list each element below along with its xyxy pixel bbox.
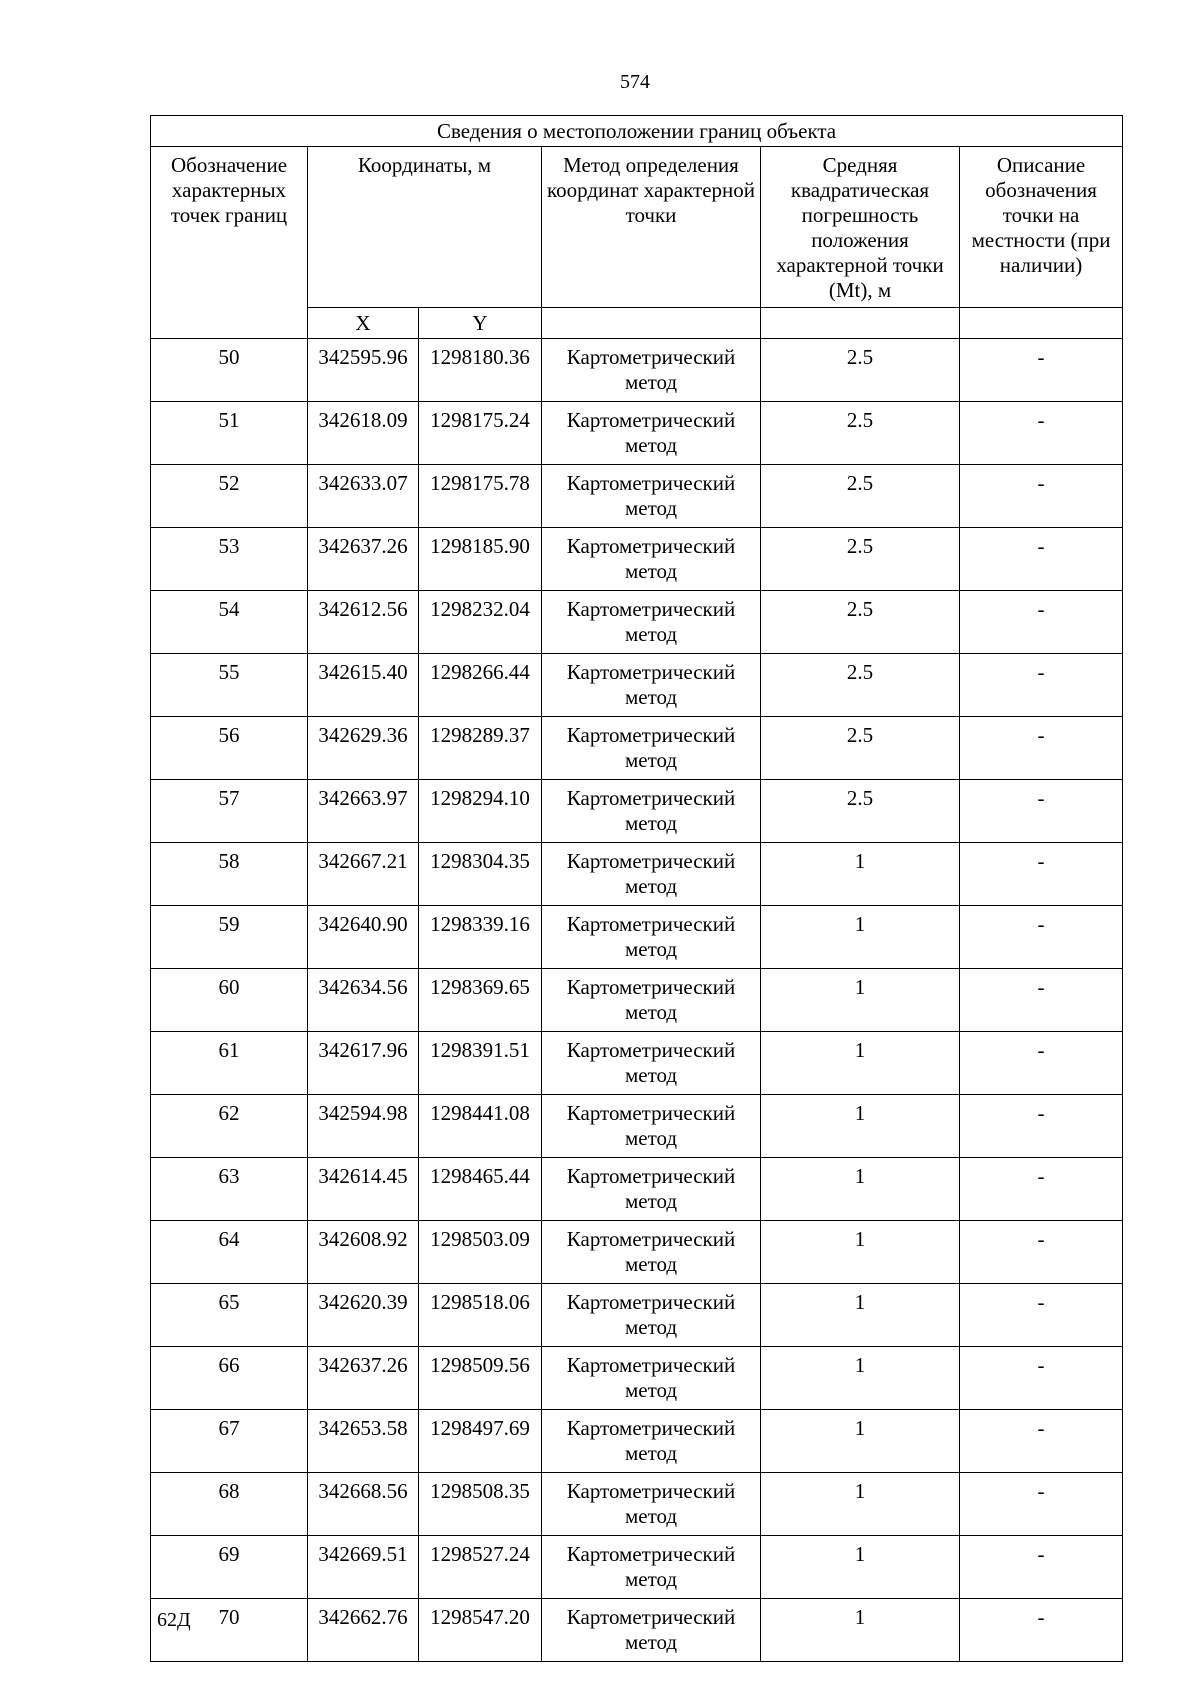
cell-y-text: 1298294.10 (430, 786, 530, 810)
cell-x-text: 342617.96 (318, 1038, 408, 1062)
cell-x (308, 1158, 419, 1221)
cell-point-text: 58 (218, 849, 240, 873)
cell-mt (761, 969, 960, 1032)
cell-mt (761, 1032, 960, 1095)
cell-point-text: 54 (218, 597, 240, 621)
cell-description-text: - (1037, 1227, 1045, 1251)
cell-method-text: Картометрический метод (566, 1479, 736, 1528)
cell-mt (761, 1221, 960, 1284)
cell-description (960, 1599, 1123, 1662)
cell-x (308, 1284, 419, 1347)
cell-x-text: 342663.97 (318, 786, 408, 810)
cell-description-text: - (1037, 1353, 1045, 1377)
cell-point-text: 56 (218, 723, 240, 747)
cell-y (419, 1032, 542, 1095)
cell-x-text: 342633.07 (318, 471, 408, 495)
cell-y (419, 1410, 542, 1473)
cell-x (308, 969, 419, 1032)
table-row (151, 969, 1123, 1032)
cell-method (542, 1347, 761, 1410)
cell-point-text: 57 (218, 786, 240, 810)
cell-mt-text: 1 (854, 1227, 866, 1251)
table-row (151, 1095, 1123, 1158)
cell-point-text: 65 (218, 1290, 240, 1314)
cell-point (151, 843, 308, 906)
cell-y-text: 1298185.90 (430, 534, 530, 558)
cell-mt-text: 1 (854, 1290, 866, 1314)
table-row (151, 780, 1123, 843)
cell-description-text: - (1037, 1038, 1045, 1062)
cell-description (960, 1158, 1123, 1221)
cell-point (151, 1284, 308, 1347)
cell-y (419, 402, 542, 465)
table-row (151, 654, 1123, 717)
cell-method-text: Картометрический метод (566, 408, 736, 457)
cell-description (960, 1221, 1123, 1284)
cell-x (308, 528, 419, 591)
cell-description (960, 465, 1123, 528)
table-row (151, 591, 1123, 654)
cell-method (542, 465, 761, 528)
cell-method (542, 843, 761, 906)
cell-description-text: - (1037, 1101, 1045, 1125)
cell-method-text: Картометрический метод (566, 1038, 736, 1087)
cell-x-text: 342615.40 (318, 660, 408, 684)
cell-x-text: 342629.36 (318, 723, 408, 747)
cell-y-text: 1298180.36 (430, 345, 530, 369)
cell-mt-text: 1 (854, 1479, 866, 1503)
cell-point-text: 64 (218, 1227, 240, 1251)
cell-description-text: - (1037, 408, 1045, 432)
cell-y (419, 339, 542, 402)
cell-y (419, 465, 542, 528)
cell-y (419, 1158, 542, 1221)
cell-mt (761, 780, 960, 843)
cell-y (419, 1473, 542, 1536)
cell-y (419, 780, 542, 843)
cell-description-text: - (1037, 975, 1045, 999)
cell-description-text: - (1037, 786, 1045, 810)
cell-method-text: Картометрический метод (566, 660, 736, 709)
cell-description (960, 402, 1123, 465)
cell-method (542, 1158, 761, 1221)
cell-mt (761, 528, 960, 591)
cell-description-text: - (1037, 849, 1045, 873)
cell-mt (761, 1158, 960, 1221)
table-caption: Сведения о местоположении границ объекта (151, 116, 1123, 147)
cell-mt (761, 906, 960, 969)
cell-method (542, 1221, 761, 1284)
cell-description (960, 654, 1123, 717)
cell-description (960, 843, 1123, 906)
cell-point (151, 906, 308, 969)
cell-mt-text: 1 (854, 1353, 866, 1377)
cell-description (960, 1095, 1123, 1158)
table-row (151, 906, 1123, 969)
cell-y (419, 528, 542, 591)
cell-point-text: 67 (218, 1416, 240, 1440)
cell-description (960, 780, 1123, 843)
cell-y (419, 1095, 542, 1158)
cell-description-text: - (1037, 597, 1045, 621)
cell-mt (761, 1536, 960, 1599)
cell-mt (761, 1473, 960, 1536)
cell-method-text: Картометрический метод (566, 1353, 736, 1402)
cell-y-text: 1298503.09 (430, 1227, 530, 1251)
cell-mt (761, 1347, 960, 1410)
cell-mt (761, 717, 960, 780)
header-method: Метод определения координат характерной точки (542, 147, 761, 308)
table-row (151, 402, 1123, 465)
cell-method (542, 1032, 761, 1095)
cell-method-text: Картометрический метод (566, 1290, 736, 1339)
cell-x-text: 342608.92 (318, 1227, 408, 1251)
cell-y (419, 591, 542, 654)
cell-description-text: - (1037, 723, 1045, 747)
table-row (151, 1032, 1123, 1095)
cell-point (151, 780, 308, 843)
cell-point-text: 62 (218, 1101, 240, 1125)
cell-point (151, 1473, 308, 1536)
cell-description (960, 1032, 1123, 1095)
cell-x (308, 339, 419, 402)
cell-method (542, 717, 761, 780)
cell-mt-text: 2.5 (846, 408, 874, 432)
cell-y (419, 1536, 542, 1599)
cell-method (542, 1536, 761, 1599)
cell-mt-text: 1 (854, 1542, 866, 1566)
cell-point (151, 654, 308, 717)
cell-x (308, 717, 419, 780)
cell-method-text: Картометрический метод (566, 723, 736, 772)
cell-point-text: 59 (218, 912, 240, 936)
cell-x (308, 1221, 419, 1284)
header-y: Y (419, 308, 542, 339)
cell-y-text: 1298508.35 (430, 1479, 530, 1503)
table-row (151, 1536, 1123, 1599)
table-row (151, 1221, 1123, 1284)
cell-x (308, 1410, 419, 1473)
cell-mt (761, 1284, 960, 1347)
table-row (151, 1599, 1123, 1662)
cell-x-text: 342594.98 (318, 1101, 408, 1125)
cell-method-text: Картометрический метод (566, 1227, 736, 1276)
cell-x-text: 342614.45 (318, 1164, 408, 1188)
cell-x-text: 342595.96 (318, 345, 408, 369)
cell-mt (761, 1095, 960, 1158)
boundary-coordinates-table (150, 115, 1123, 1662)
cell-mt-text: 1 (854, 1605, 866, 1629)
cell-description (960, 1284, 1123, 1347)
cell-x (308, 402, 419, 465)
cell-method (542, 528, 761, 591)
cell-y-text: 1298339.16 (430, 912, 530, 936)
cell-mt-text: 2.5 (846, 660, 874, 684)
cell-y (419, 717, 542, 780)
cell-x-text: 342669.51 (318, 1542, 408, 1566)
cell-method-text: Картометрический метод (566, 1542, 736, 1591)
header-coordinates: Координаты, м (308, 147, 542, 308)
cell-method (542, 339, 761, 402)
cell-description (960, 906, 1123, 969)
cell-point (151, 717, 308, 780)
cell-mt-text: 1 (854, 1101, 866, 1125)
cell-description-text: - (1037, 660, 1045, 684)
cell-description-text: - (1037, 534, 1045, 558)
cell-y (419, 654, 542, 717)
cell-mt (761, 654, 960, 717)
table-body (151, 339, 1123, 1662)
cell-mt-text: 1 (854, 1416, 866, 1440)
cell-description-text: - (1037, 1416, 1045, 1440)
table-row (151, 1158, 1123, 1221)
cell-description-text: - (1037, 471, 1045, 495)
cell-y-text: 1298391.51 (430, 1038, 530, 1062)
cell-method (542, 1410, 761, 1473)
cell-y (419, 906, 542, 969)
cell-point-text: 68 (218, 1479, 240, 1503)
header-method-blank (542, 308, 761, 339)
cell-y (419, 1221, 542, 1284)
cell-point (151, 465, 308, 528)
cell-method-text: Картометрический метод (566, 1101, 736, 1150)
cell-y-text: 1298232.04 (430, 597, 530, 621)
cell-y-text: 1298266.44 (430, 660, 530, 684)
table-row (151, 465, 1123, 528)
cell-description (960, 1347, 1123, 1410)
cell-x-text: 342667.21 (318, 849, 408, 873)
cell-point (151, 1032, 308, 1095)
cell-x-text: 342668.56 (318, 1479, 408, 1503)
header-description-blank (960, 308, 1123, 339)
table-row (151, 1410, 1123, 1473)
cell-method-text: Картометрический метод (566, 1164, 736, 1213)
cell-method-text: Картометрический метод (566, 912, 736, 961)
cell-x (308, 906, 419, 969)
cell-mt-text: 2.5 (846, 597, 874, 621)
cell-description-text: - (1037, 912, 1045, 936)
cell-method (542, 654, 761, 717)
cell-x-text: 342634.56 (318, 975, 408, 999)
cell-x (308, 1473, 419, 1536)
cell-mt-text: 1 (854, 1038, 866, 1062)
cell-method (542, 1473, 761, 1536)
cell-mt (761, 402, 960, 465)
cell-mt-text: 2.5 (846, 534, 874, 558)
cell-point-text: 61 (218, 1038, 240, 1062)
cell-point (151, 1410, 308, 1473)
cell-description-text: - (1037, 1164, 1045, 1188)
cell-method-text: Картометрический метод (566, 534, 736, 583)
cell-point (151, 969, 308, 1032)
cell-x-text: 342612.56 (318, 597, 408, 621)
cell-x-text: 342640.90 (318, 912, 408, 936)
cell-y-text: 1298465.44 (430, 1164, 530, 1188)
cell-point (151, 1347, 308, 1410)
header-x: X (308, 308, 419, 339)
table-row (151, 1473, 1123, 1536)
cell-method (542, 1284, 761, 1347)
cell-x-text: 342653.58 (318, 1416, 408, 1440)
cell-point (151, 1095, 308, 1158)
cell-description-text: - (1037, 1479, 1045, 1503)
cell-point-text: 66 (218, 1353, 240, 1377)
cell-description (960, 969, 1123, 1032)
cell-method (542, 1095, 761, 1158)
cell-x (308, 780, 419, 843)
cell-y-text: 1298518.06 (430, 1290, 530, 1314)
cell-x (308, 843, 419, 906)
cell-point-text: 63 (218, 1164, 240, 1188)
cell-point-text: 51 (218, 408, 240, 432)
cell-description (960, 591, 1123, 654)
table-row (151, 339, 1123, 402)
header-description: Описание обозначения точки на местности (при наличии) (960, 147, 1123, 308)
cell-mt-text: 1 (854, 912, 866, 936)
cell-y (419, 1347, 542, 1410)
cell-point-text: 69 (218, 1542, 240, 1566)
cell-y-text: 1298497.69 (430, 1416, 530, 1440)
cell-mt-text: 1 (854, 975, 866, 999)
table-row (151, 1347, 1123, 1410)
cell-mt (761, 339, 960, 402)
table-row (151, 717, 1123, 780)
cell-method (542, 591, 761, 654)
cell-description (960, 1536, 1123, 1599)
cell-method-text: Картометрический метод (566, 1605, 736, 1654)
cell-y-text: 1298509.56 (430, 1353, 530, 1377)
cell-y-text: 1298547.20 (430, 1605, 530, 1629)
cell-description-text: - (1037, 345, 1045, 369)
cell-description-text: - (1037, 1605, 1045, 1629)
cell-x (308, 1095, 419, 1158)
cell-y (419, 969, 542, 1032)
cell-y-text: 1298441.08 (430, 1101, 530, 1125)
cell-mt-text: 2.5 (846, 345, 874, 369)
header-error-blank (761, 308, 960, 339)
cell-mt (761, 1599, 960, 1662)
cell-method-text: Картометрический метод (566, 345, 736, 394)
cell-point-text: 50 (218, 345, 240, 369)
cell-mt (761, 843, 960, 906)
cell-y (419, 1599, 542, 1662)
cell-mt-text: 2.5 (846, 786, 874, 810)
cell-method (542, 906, 761, 969)
cell-method-text: Картометрический метод (566, 471, 736, 520)
cell-point-text: 60 (218, 975, 240, 999)
cell-description (960, 1473, 1123, 1536)
cell-mt (761, 1410, 960, 1473)
cell-point (151, 528, 308, 591)
cell-method-text: Картометрический метод (566, 1416, 736, 1465)
cell-method-text: Картометрический метод (566, 597, 736, 646)
cell-method-text: Картометрический метод (566, 975, 736, 1024)
cell-point (151, 339, 308, 402)
cell-x (308, 1347, 419, 1410)
cell-x (308, 1032, 419, 1095)
table-row (151, 1284, 1123, 1347)
cell-mt-text: 2.5 (846, 471, 874, 495)
table-row (151, 843, 1123, 906)
cell-mt-text: 1 (854, 1164, 866, 1188)
page-number: 574 (620, 71, 650, 93)
cell-description (960, 717, 1123, 780)
cell-point-text: 70 (218, 1605, 240, 1629)
cell-point (151, 1221, 308, 1284)
cell-mt-text: 1 (854, 849, 866, 873)
cell-y-text: 1298175.78 (430, 471, 530, 495)
header-point-designation: Обозначение характерных точек границ (151, 147, 308, 339)
cell-description (960, 339, 1123, 402)
cell-method (542, 780, 761, 843)
cell-method (542, 402, 761, 465)
cell-method-text: Картометрический метод (566, 849, 736, 898)
cell-description-text: - (1037, 1542, 1045, 1566)
cell-method (542, 969, 761, 1032)
cell-point (151, 591, 308, 654)
header-error: Средняя квадратическая погрешность положения характерной точки (Mt), м (761, 147, 960, 308)
cell-x-text: 342620.39 (318, 1290, 408, 1314)
cell-point-text: 55 (218, 660, 240, 684)
cell-description (960, 528, 1123, 591)
cell-point-text: 52 (218, 471, 240, 495)
cell-method (542, 1599, 761, 1662)
cell-y-text: 1298369.65 (430, 975, 530, 999)
table-row (151, 528, 1123, 591)
cell-y-text: 1298304.35 (430, 849, 530, 873)
cell-y-text: 1298527.24 (430, 1542, 530, 1566)
cell-x-text: 342662.76 (318, 1605, 408, 1629)
cell-point (151, 1158, 308, 1221)
cell-x (308, 1599, 419, 1662)
cell-point-text: 53 (218, 534, 240, 558)
cell-method-text: Картометрический метод (566, 786, 736, 835)
cell-point (151, 402, 308, 465)
cell-x (308, 591, 419, 654)
cell-description-text: - (1037, 1290, 1045, 1314)
cell-y (419, 1284, 542, 1347)
cell-x-text: 342637.26 (318, 1353, 408, 1377)
cell-x-text: 342637.26 (318, 534, 408, 558)
cell-mt (761, 465, 960, 528)
cell-mt (761, 591, 960, 654)
footer-code: 62Д (157, 1609, 191, 1631)
cell-x-text: 342618.09 (318, 408, 408, 432)
cell-mt-text: 2.5 (846, 723, 874, 747)
cell-y (419, 843, 542, 906)
cell-x (308, 465, 419, 528)
cell-y-text: 1298175.24 (430, 408, 530, 432)
cell-point (151, 1536, 308, 1599)
cell-y-text: 1298289.37 (430, 723, 530, 747)
cell-x (308, 1536, 419, 1599)
cell-x (308, 654, 419, 717)
cell-description (960, 1410, 1123, 1473)
